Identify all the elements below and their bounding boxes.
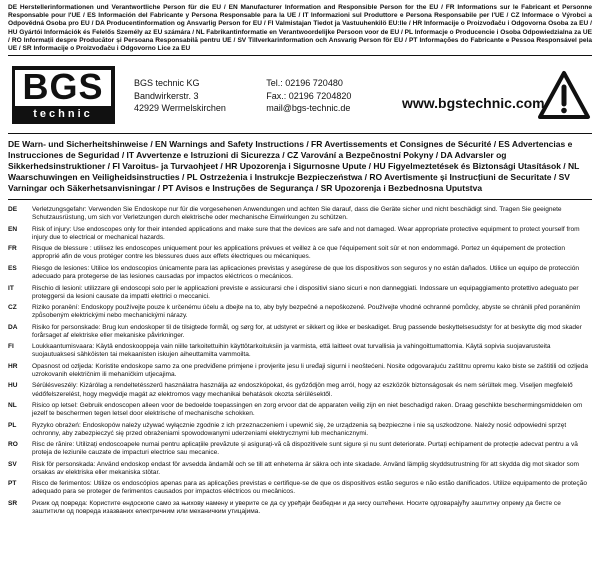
warning-text: Risiko for personskade: Brug kun endoskoper til de tilsigtede formål, og sørg for, at udstyret er sikkert og ikke er beskadiget. Brug passende beskyttelsesudstyr for at beskytte dig mod skader forårsaget af elektriske eller mekaniske påvirkninger. (32, 323, 582, 339)
company-block (8, 59, 592, 133)
language-code: PL (8, 421, 17, 429)
bgs-logo (12, 66, 122, 126)
warning-entry (8, 245, 592, 261)
warning-entry (8, 441, 592, 457)
warning-text: Riziko poranění: Endoskopy používejte pouze k určenému účelu a dbejte na to, aby byly bezpečné a nepoškozené. Používejte vhodné ochranné pomůcky, abyste se chránili před poraněním způsobeným elektrickými nebo mechanickými nárazy. (32, 304, 581, 320)
warning-triangle-icon (536, 68, 592, 124)
warning-entry (8, 382, 592, 398)
logo-text: BGS (22, 66, 104, 108)
language-code: NL (8, 402, 17, 409)
language-code: PT (8, 480, 17, 488)
warning-entries-list (8, 206, 592, 516)
language-code: SR (8, 499, 18, 507)
language-code: FR (8, 245, 17, 253)
language-code: DA (8, 323, 18, 331)
language-code: ES (8, 264, 17, 272)
warning-text: Risque de blessure : utilisez les endoscopes uniquement pour les applications prévues et veillez à ce que l'équipement soit sûr et non endommagé. Portez un équipement de protection approprié afin de vous protéger contre les blessures dues aux effets électriques ou mécaniques. (32, 245, 565, 261)
warning-entry (8, 206, 592, 222)
language-code: CZ (8, 304, 17, 312)
warning-entry (8, 402, 592, 418)
company-website[interactable]: www.bgstechnic.com (402, 95, 545, 112)
warning-text: Risc de rănire: Utilizați endoscoapele numai pentru aplicațiile prevăzute și asigurați-vă că dispozitivele sunt sigure și nu sunt deteriorate. Purtați echipament de protecție adecvat pentru a vă proteja de leziunile cauzate de impacturi electrice sau mecanice. (32, 441, 578, 457)
middle-divider (8, 133, 592, 134)
warning-entry (8, 265, 592, 281)
company-address (134, 77, 242, 115)
warning-text: Ryzyko obrażeń: Endoskopów należy używać wyłącznie zgodnie z ich przeznaczeniem i upewnić się, że urządzenia są bezpieczne i nie są uszkodzone. Należy nosić odpowiedni sprzęt ochronny, aby zabezpieczyć się przed obrażeniami spowodowanymi uderzeniami elektrycznymi lub mechanicznymi. (32, 421, 567, 437)
warning-text: Opasnost od ozljeda: Koristite endoskope samo za one predviđene primjene i provjerite jesu li uređaji sigurni i neoštećeni. Nosite odgovarajuću zaštitnu opremu kako biste se zaštitili od ozljeda uzrokovanih električnim ili mehaničkim utjecajima. (32, 362, 589, 378)
warning-text: Sérülésveszély: Kizárólag a rendeltetésszerű használatra használja az endoszkópokat, és győződjön meg arról, hogy az eszközök biztonságosak és nem sérültek meg. Viseljen megfelelő védőfelszerelést, hogy megvédje magát az elektromos vagy mechanikai behatások okozta sérülésektől. (32, 382, 573, 398)
language-code: IT (8, 284, 14, 292)
language-code: HU (8, 382, 18, 390)
warning-entry (8, 480, 592, 496)
warning-text: Rischio di lesioni: utilizzare gli endoscopi solo per le applicazioni previste e assicurarsi che i dispositivi siano sicuri e non danneggiati. Indossare un equipaggiamento protettivo adeguato per proteggersi da lesioni causate da impatti elettrici o meccanici. (32, 284, 579, 300)
warning-text: Risco de ferimentos: Utilize os endoscópios apenas para as aplicações previstas e certifique-se de que os dispositivos estão seguros e não estão danificados. Utilize equipamento de proteção adequado para se proteger de ferimentos causados por impactos eléctricos ou mecânicos. (32, 480, 587, 496)
warning-text: Loukkaantumisvaara: Käytä endoskooppeja vain niille tarkoitettuihin käyttötarkoituksiin ja varmista, että laitteet ovat turvallisia ja vahingoittumattomia. Käytä sopivia suojavarusteita suojautuaksesi sähköisten tai mekaanisten iskujen aiheuttamilta vammoilta. (32, 343, 551, 359)
warning-entry (8, 285, 592, 301)
warning-entry (8, 226, 592, 242)
company-street: Bandwirkerstr. 3 (134, 90, 199, 101)
language-code: RO (8, 441, 18, 449)
warning-text: Verletzungsgefahr: Verwenden Sie Endoskope nur für die vorgesehenen Anwendungen und achten Sie darauf, dass die Geräte sicher und nicht beschädigt sind. Tragen Sie geeignete Schutzausrüstung, um sich vor Verletzungen durch elektrische oder mechanische Einwirkungen zu schützen. (32, 206, 562, 222)
company-fax: Fax.: 02196 7204820 (266, 90, 352, 101)
company-name: BGS technic KG (134, 78, 200, 89)
language-code: FI (8, 343, 14, 351)
company-city: 42929 Wermelskirchen (134, 103, 226, 114)
warning-entry (8, 500, 592, 516)
logo-subtext: technic (33, 108, 93, 121)
warning-entry (8, 461, 592, 477)
warning-entry (8, 304, 592, 320)
company-contact (266, 77, 390, 115)
warning-text: Risk för personskada: Använd endoskop endast för avsedda ändamål och se till att enheterna är säkra och inte skadade. Använd lämplig skyddsutrustning för att skydda dig mot skador som orsakas av elektriska eller mekaniska stötar. (32, 460, 579, 476)
section-divider (8, 199, 592, 200)
warning-entry (8, 343, 592, 359)
warning-text: Ризик од повреда: Користите ендоскопе само за њихову намену и уверите се да су уређаји безбедни и да нису оштећени. Носите одговарајућу заштитну опрему да бисте се заштитили од повреда изазваних електричним или механичким утицајима. (32, 499, 561, 515)
company-tel: Tel.: 02196 720480 (266, 78, 343, 89)
warning-text: Risk of injury: Use endoscopes only for their intended applications and make sure that the devices are safe and not damaged. Wear appropriate protective equipment to protect yourself from injury due to electrical or mechanical hazards. (32, 225, 580, 241)
warning-entry (8, 363, 592, 379)
warning-entry (8, 422, 592, 438)
language-code: DE (8, 206, 18, 214)
top-divider (8, 55, 592, 56)
manufacturer-info-heading: DE Herstellerinformationen und Verantwortliche Person für die EU / EN Manufacturer Information and Responsible Person for the EU / FR Informations sur le Fabricant et Personne Responsable pour l'UE / ES Información del Fabricante y Persona Responsable para la UE / IT Informazioni sul Produttore e Persona Responsabile per l'UE / CZ Informace o Výrobci a Odpovědná Osoba pro EU / DA Producentinformation og Ansvarlig Person for EU / FI Valmistajan Tiedot ja Vastuuhenkilö EU:lle / HR Informacije o Proizvođaču i Odgovorna Osoba za EU / HU Gyártói Információk és Felelős Személy az EU számára / NL Fabrikantinformatie en Verantwoordelijke Persoon voor de EU / PL Informacje o Producencie i Osoba Odpowiedzialna za UE / RO Informații despre Producător și Persoana Responsabilă pentru UE / SV Tillverkarinformation och Ansvarig Person för EU / PT Informações do Fabricante e Pessoa Responsável pela UE / SR Informacije o Proizvođaču i Odgovorno Lice za EU (8, 4, 592, 53)
language-code: EN (8, 225, 18, 233)
language-code: HR (8, 362, 18, 370)
warning-text: Riesgo de lesiones: Utilice los endoscopios únicamente para las aplicaciones previstas y asegúrese de que los dispositivos son seguros y no están dañados. Utilice un equipo de protección adecuado para protegerse de las lesiones causadas por impactos eléctricos o mecánicos. (32, 264, 579, 281)
warning-entry (8, 324, 592, 340)
warning-text: Risico op letsel: Gebruik endoscopen alleen voor de bedoelde toepassingen en zorg ervoor dat de apparaten veilig zijn en niet beschadigd raken. Draag geschikte beschermingsmiddelen om jezelf te beschermen tegen letsel door elektrische of mechanische schokken. (32, 402, 583, 418)
language-code: SV (8, 460, 17, 468)
safety-section-title: DE Warn- und Sicherheitshinweise / EN Warnings and Safety Instructions / FR Avertissements et Consignes de Sécurité / ES Advertencias e Instrucciones de Seguridad / IT Avvertenze e Istruzioni di Sicurezza / CZ Varování a Bezpečnostní Pokyny / DA Advarsler og Sikkerhedsinstruktioner / FI Varoitus- ja Turvaohjeet / HR Upozorenja i Sigurnosne Upute / HU Figyelmeztetések és Biztonsági Utasítások / NL Waarschuwingen en Veiligheidsinstructies / PL Ostrzeżenia i Instrukcje Bezpieczeństwa / RO Avertismente și Instrucțiuni de Securitate / SV Varningar och Säkerhetsanvisningar / PT Avisos e Instruções de Segurança / SR Upozorenja i Bezbednosna Uputstva (8, 139, 580, 194)
company-mail[interactable]: mail@bgs-technic.de (266, 103, 351, 114)
